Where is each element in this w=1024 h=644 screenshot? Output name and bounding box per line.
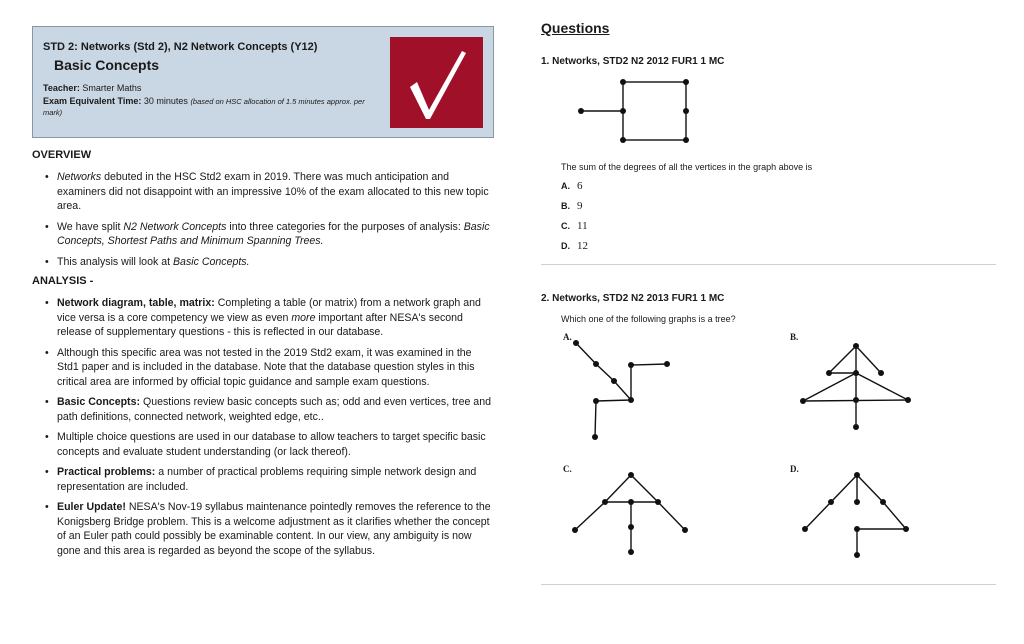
question-2-text: Which one of the following graphs is a tree? [561, 314, 736, 324]
course-header-box [32, 26, 494, 138]
checkmark-icon [390, 37, 483, 128]
graph-c [561, 468, 721, 578]
overview-heading: OVERVIEW [32, 149, 92, 161]
question-1-graph [571, 74, 731, 154]
question-2-graphs [541, 328, 996, 578]
bullet-text: debuted in the HSC Std2 exam in 2019. There was much anticipation and examiners did not disappoint with an impressive 10% of the exam allocated to this new topic area. [57, 171, 489, 212]
question-2-title: 2. Networks, STD2 N2 2013 FUR1 1 MC [541, 293, 725, 304]
list-item [32, 465, 494, 494]
smarter-maths-logo [390, 37, 483, 128]
bullet-text: more [291, 311, 316, 324]
teacher-value: Smarter Maths [82, 83, 142, 93]
question-1-title: 1. Networks, STD2 N2 2012 FUR1 1 MC [541, 56, 725, 67]
bullet-text: Although this specific area was not tested in the 2019 Std2 exam, it was examined in the Std1 paper and is included in the database. Note that the database question styles in this critical area are informed by official topic guidance and sample exam questions. [57, 346, 475, 388]
bullet-text: NESA's Nov-19 syllabus maintenance pointedly removes the reference to the Konigsberg Bridge problem. This is a welcome adjustment as it clarifies whether the concept of an Euler path could possibly be examinable content. In our view, any ambiguity is now gone and this area is regarded as beyond the scope of the syllabus. [57, 501, 491, 557]
bullet-text: Multiple choice questions are used in our database to allow teachers to target specific basic concepts and evaluate student understanding (or lack thereof). [57, 431, 486, 458]
graph-c-label: C. [563, 464, 572, 474]
exam-time-note: (based on HSC allocation of 1.5 minutes approx. per mark) [43, 97, 365, 117]
graph-a-label: A. [563, 332, 572, 342]
list-item [32, 220, 494, 249]
bullet-lead-label: Euler Update! [57, 501, 126, 513]
bullet-text: important after NESA's second release of supplementary questions - this is reflected in our database. [57, 311, 463, 338]
bullet-text: into three categories for the purposes of analysis: [226, 220, 464, 233]
bullet-text: Completing a table (or matrix) from a network graph and vice versa is a core competency we view as even [57, 297, 481, 324]
questions-column [541, 20, 996, 585]
bullet-text: We have split [57, 220, 124, 233]
list-item [32, 430, 494, 459]
page-title: Basic Concepts [54, 57, 160, 73]
option-b[interactable]: B. 9 [561, 200, 583, 212]
bullet-text: Questions review basic concepts such as; odd and even vertices, tree and path definitions, connected network, weighted edge, etc.. [57, 396, 491, 423]
question-1-options [541, 176, 996, 256]
bullet-text: Networks [57, 171, 102, 183]
bullet-lead-label: Network diagram, table, matrix: [57, 297, 215, 309]
bullet-text: This analysis will look at [57, 255, 173, 268]
exam-time-line [43, 96, 383, 118]
question-divider [541, 264, 996, 265]
analysis-list [32, 296, 494, 558]
graph-a [561, 338, 721, 448]
bullet-lead-label: Practical problems: [57, 466, 156, 478]
teacher-label: Teacher: [43, 83, 80, 93]
list-item [32, 346, 494, 390]
list-item [32, 255, 494, 270]
list-item [32, 395, 494, 424]
question-divider [541, 584, 996, 585]
bullet-text: Basic Concepts. [172, 255, 250, 268]
option-c[interactable]: C. 11 [561, 220, 588, 232]
bullet-text: Basic Concepts, Shortest Paths and Minimum Spanning Trees. [57, 220, 490, 247]
question-1-text: The sum of the degrees of all the vertices in the graph above is [561, 162, 813, 172]
list-item [32, 170, 494, 214]
analysis-heading: ANALYSIS - [32, 275, 94, 287]
list-item [32, 296, 494, 340]
graph-b [791, 338, 951, 448]
exam-time-label: Exam Equivalent Time: [43, 96, 142, 106]
bullet-text: N2 Network Concepts [123, 220, 227, 233]
exam-time-value: 30 minutes [143, 96, 188, 106]
graph-d [791, 468, 951, 578]
questions-heading: Questions [541, 20, 610, 36]
option-d[interactable]: D. 12 [561, 240, 588, 252]
course-name: STD 2: Networks (Std 2), N2 Network Concepts (Y12) [43, 41, 318, 53]
list-item [32, 500, 494, 558]
left-column [32, 26, 494, 564]
graph-d-label: D. [790, 464, 799, 474]
bullet-lead-label: Basic Concepts: [57, 396, 141, 408]
bullet-text: a number of practical problems requiring simple network design and representation are included. [57, 466, 477, 493]
overview-list [32, 170, 494, 269]
option-a[interactable]: A. 6 [561, 180, 583, 192]
graph-b-label: B. [790, 332, 799, 342]
